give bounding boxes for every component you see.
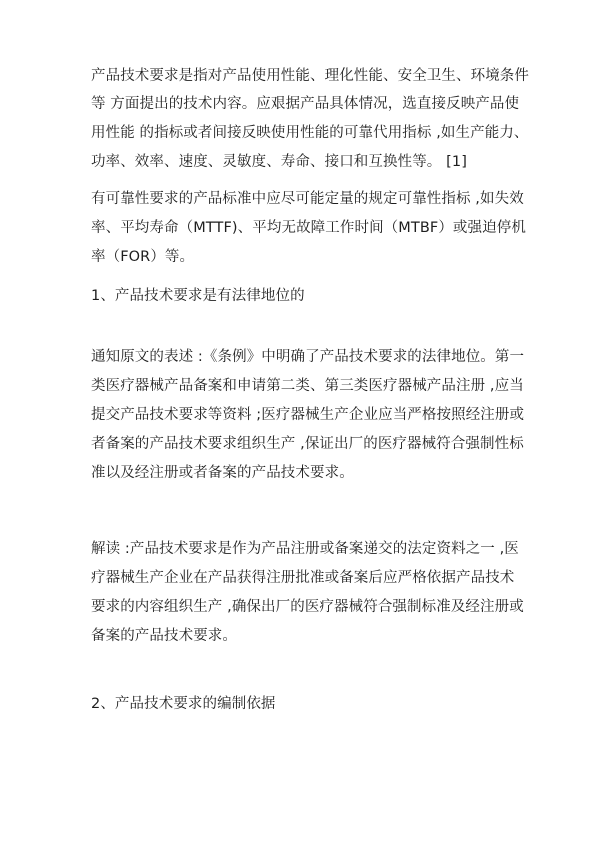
reliability-line-3: 率（FOR）等。: [91, 249, 195, 265]
intro-line-1: 产品技术要求是指对产品使用性能、理化性能、安全卫生、环境条件: [91, 68, 529, 84]
interpretation-line-1: 解读 :产品技术要求是作为产品注册或备案递交的法定资料之一 ,医: [91, 541, 519, 557]
reliability-line-1: 有可靠性要求的产品标准中应尽可能定量的规定可靠性指标 ,如失效: [91, 191, 524, 207]
intro-line-4: 功率、效率、速度、灵敏度、寿命、接口和互换性等。 [1]: [91, 154, 467, 170]
interpretation-line-3: 要求的内容组织生产 ,确保出厂的医疗器械符合强制标准及经注册或: [91, 599, 524, 615]
reliability-line-2: 率、平均寿命（MTTF)、平均无故障工作时间（MTBF）或强迫停机: [91, 220, 526, 236]
notice-line-4: 者备案的产品技术要求组织生产 ,保证出厂的医疗器械符合强制性标: [91, 436, 524, 452]
interpretation-line-2: 疗器械生产企业在产品获得注册批准或备案后应严格依据产品技术: [91, 570, 515, 586]
section-2-title: 2、产品技术要求的编制依据: [91, 696, 276, 712]
notice-line-2: 类医疗器械产品备案和申请第二类、第三类医疗器械产品注册 ,应当: [91, 378, 524, 394]
section-1-title: 1、产品技术要求是有法律地位的: [91, 288, 305, 304]
intro-line-3: 用性能 的指标或者间接反映使用性能的可靠代用指标 ,如生产能力、: [91, 125, 529, 141]
notice-line-1: 通知原文的表述 :《条例》中明确了产品技术要求的法律地位。第一: [91, 349, 525, 365]
notice-line-3: 提交产品技术要求等资料 ;医疗器械生产企业应当严格按照经注册或: [91, 407, 525, 423]
intro-line-2: 等 方面提出的技术内容。应艰据产品具体情况，选直接反映产品使: [91, 96, 520, 112]
interpretation-line-4: 备案的产品技术要求。: [91, 628, 237, 644]
notice-line-5: 准以及经注册或者备案的产品技术要求。: [91, 465, 354, 481]
